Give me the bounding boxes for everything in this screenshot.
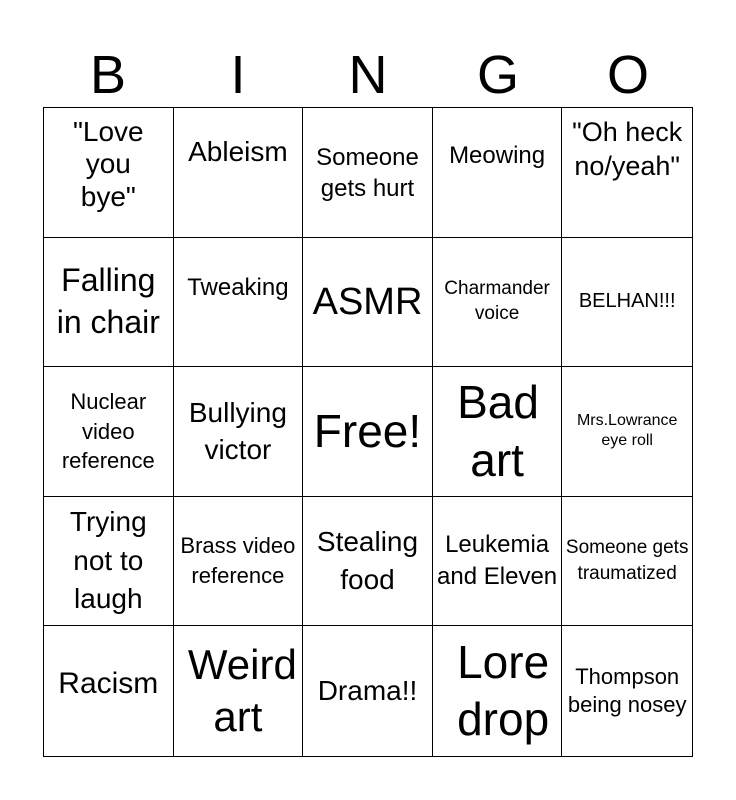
cell-text: Bullying victor (188, 396, 287, 466)
bingo-cell[interactable] (44, 626, 174, 756)
bingo-board (43, 107, 693, 757)
cell-text: Mrs.Lowrance eye roll (576, 411, 678, 450)
header-letter-n: N (348, 45, 388, 105)
cell-text: Ableism (188, 136, 288, 167)
bingo-cell[interactable] (303, 626, 433, 756)
cell-text: "Love you bye" (72, 116, 144, 212)
cell-text: Bad art (457, 375, 539, 487)
bingo-header (43, 42, 693, 108)
header-letter-b: B (89, 45, 127, 105)
bingo-cell[interactable] (562, 497, 692, 627)
cell-text: Nuclear video reference (61, 388, 155, 474)
cell-text: Brass video reference (180, 533, 296, 589)
cell-text: Drama!! (317, 674, 418, 706)
bingo-cell[interactable] (44, 238, 174, 368)
cell-text: Leukemia and Eleven (437, 530, 558, 591)
bingo-cell[interactable] (44, 108, 174, 238)
cell-text: Someone gets traumatized (565, 537, 689, 585)
cell-text: Meowing (449, 142, 546, 169)
header-letter-i: I (230, 45, 246, 105)
bingo-cell[interactable] (433, 626, 563, 756)
bingo-cell[interactable] (562, 367, 692, 497)
bingo-cell[interactable] (303, 497, 433, 627)
cell-text: Racism (58, 666, 159, 700)
bingo-cell[interactable] (174, 108, 304, 238)
bingo-cell[interactable] (174, 497, 304, 627)
bingo-cell[interactable] (433, 497, 563, 627)
bingo-cell[interactable] (433, 108, 563, 238)
bingo-cell[interactable] (44, 367, 174, 497)
cell-text: Charmander voice (444, 278, 550, 324)
bingo-cell[interactable] (562, 108, 692, 238)
cell-text: Falling in chair (56, 262, 160, 340)
bingo-cell[interactable] (174, 367, 304, 497)
bingo-cell[interactable] (174, 238, 304, 368)
bingo-cell[interactable] (44, 497, 174, 627)
cell-text: Weird art (187, 640, 297, 741)
bingo-cell[interactable] (303, 238, 433, 368)
cell-text: "Oh heck no/yeah" (572, 117, 683, 181)
bingo-cell[interactable] (303, 367, 433, 497)
cell-text: Tweaking (187, 273, 289, 301)
cell-text: ASMR (312, 280, 423, 323)
bingo-cell[interactable] (433, 238, 563, 368)
bingo-cell[interactable] (562, 626, 692, 756)
header-letter-g: G (476, 45, 519, 105)
cell-text: BELHAN!!! (578, 290, 676, 313)
bingo-cell[interactable] (303, 108, 433, 238)
cell-text: Stealing food (316, 526, 419, 596)
bingo-cell[interactable] (562, 238, 692, 368)
bingo-cell[interactable] (433, 367, 563, 497)
cell-text: Free! (313, 404, 422, 457)
cell-text: Someone gets hurt (316, 144, 419, 203)
cell-text: Trying not to laugh (69, 506, 147, 615)
header-letter-o: O (606, 45, 649, 105)
cell-text: Thompson being nosey (567, 663, 687, 718)
bingo-cell[interactable] (174, 626, 304, 756)
cell-text: Lore drop (457, 635, 550, 746)
